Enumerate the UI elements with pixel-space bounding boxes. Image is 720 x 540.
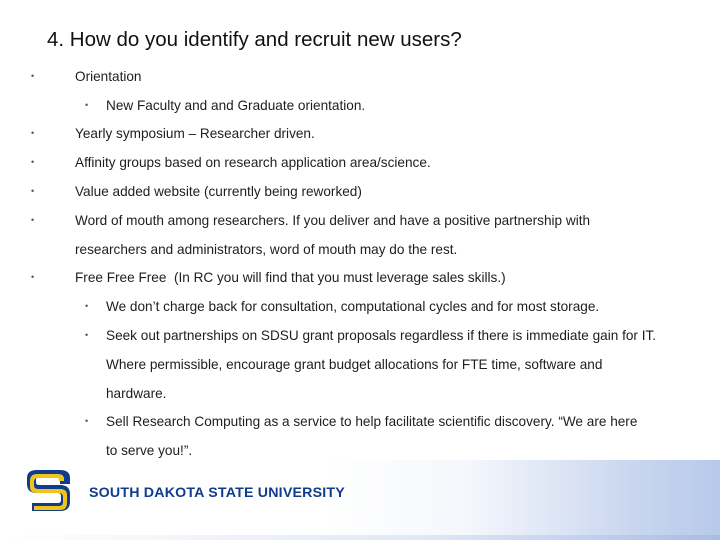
sdsu-logo-icon	[24, 462, 78, 522]
bullet-text: Seek out partnerships on SDSU grant proposals regardless if there is immediate gain for IT. Where permissible, encourage grant budget allocations for FTE time, software and hardware.	[106, 328, 657, 401]
bullet-lead: Orientation	[75, 69, 142, 84]
bullet-dot-icon: •	[31, 157, 35, 167]
bullet-item	[85, 321, 661, 408]
bullet-lead: Free Free Free	[75, 270, 167, 285]
bullet-item	[31, 119, 675, 148]
bullet-item	[85, 292, 666, 321]
bullet-item	[31, 206, 650, 264]
bullet-dot-icon: •	[31, 215, 35, 225]
bullet-lead: Yearly symposium	[75, 126, 185, 141]
bullet-dot-icon: •	[31, 272, 35, 282]
bullet-item	[85, 91, 666, 120]
bullet-text: We don’t charge back for consultation, computational cycles and for most storage.	[106, 299, 600, 314]
bullet-lead: Value added website (currently being reworked)	[75, 184, 362, 199]
footer-bar	[0, 535, 720, 540]
bullet-text: – Researcher driven.	[184, 126, 315, 141]
bullet-text: New Faculty and and Graduate orientation.	[106, 98, 366, 113]
bullet-item	[31, 263, 675, 292]
bullet-lead: Word of mouth	[75, 213, 164, 228]
bullet-item	[85, 407, 651, 465]
bullet-dot-icon: •	[85, 301, 89, 311]
bullet-dot-icon: •	[31, 128, 35, 138]
bullet-text: based on research application area/science.	[160, 155, 431, 170]
bullet-dot-icon: •	[85, 416, 89, 426]
bullet-lead: Affinity groups	[75, 155, 161, 170]
bullet-text: among researchers. If you deliver and have a positive partnership with researchers and administrators, word of mouth may do the rest.	[75, 213, 591, 257]
bullet-item	[31, 177, 675, 206]
bullet-item	[31, 148, 675, 177]
bullet-dot-icon: •	[31, 71, 35, 81]
bullet-dot-icon: •	[31, 186, 35, 196]
bullet-text: Sell Research Computing as a service to help facilitate scientific discovery. “We are here to serve you!”.	[106, 414, 638, 458]
university-name: SOUTH DAKOTA STATE UNIVERSITY	[89, 485, 345, 501]
bullet-dot-icon: •	[85, 330, 89, 340]
bullet-dot-icon: •	[85, 100, 89, 110]
slide-title: 4. How do you identify and recruit new users?	[47, 28, 462, 51]
bullet-text: (In RC you will find that you must leverage sales skills.)	[166, 270, 506, 285]
bullet-item	[31, 62, 675, 91]
